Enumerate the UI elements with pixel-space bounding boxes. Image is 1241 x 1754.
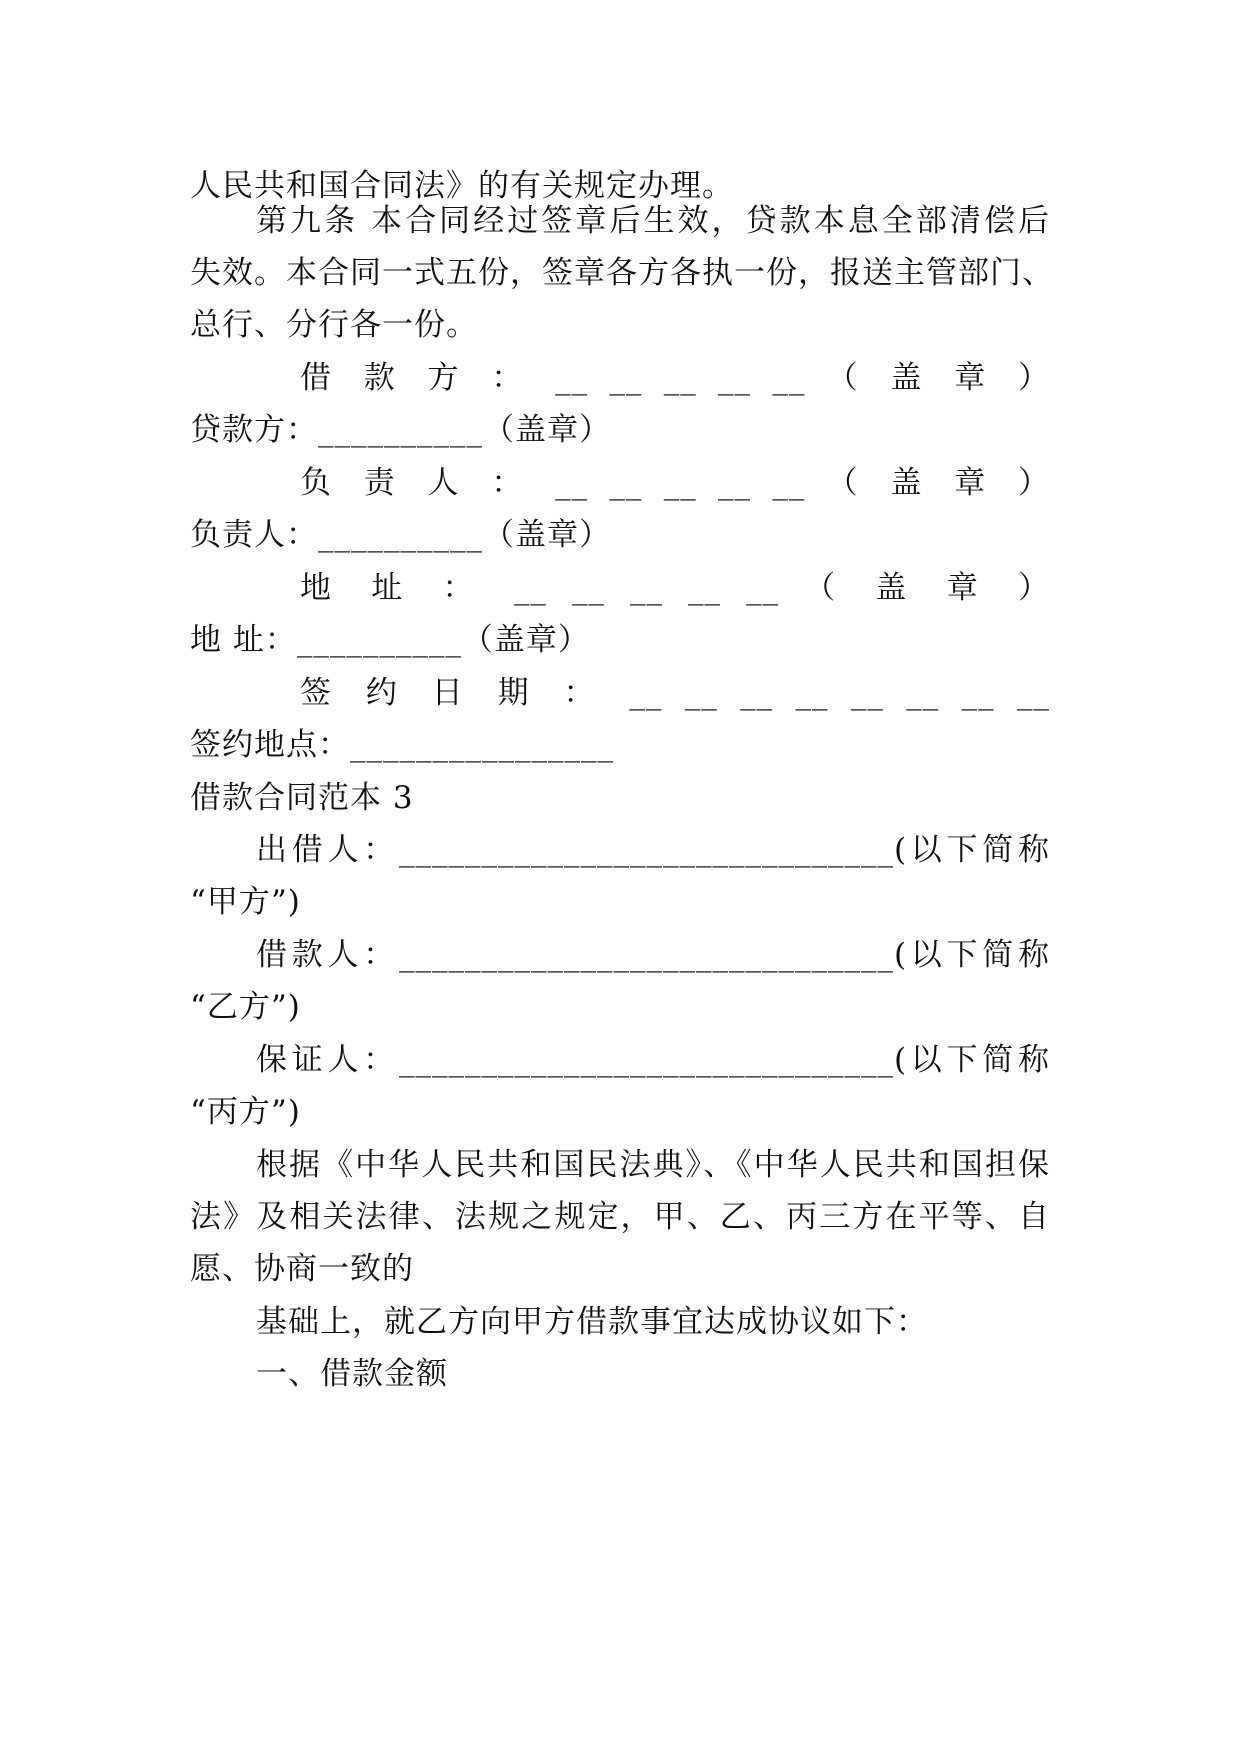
party-a-label: “甲方”) [190, 884, 301, 920]
paragraph-line: 愿、协商一致的 [190, 1251, 414, 1287]
responsible-person-line: 负 责 人 ： __ __ __ __ __ （ 盖 章 ） [300, 465, 1050, 501]
address-line: 地 址 ： __ __ __ __ __ （ 盖 章 ） [300, 570, 1050, 606]
party-c-label: “丙方”) [190, 1094, 301, 1130]
paragraph-line: 总行、分行各一份。 [190, 307, 478, 343]
paragraph-line: 法》及相关法律、法规之规定，甲、乙、丙三方在平等、自 [190, 1199, 1050, 1235]
address-line-2: 地 址：__________（盖章） [190, 622, 590, 658]
responsible-person-line-2: 负责人：__________（盖章） [190, 517, 611, 553]
paragraph-line: 人民共和国合同法》的有关规定办理。 [190, 168, 734, 204]
lender-party-line: 出借人：______________________________(以下简称 [256, 832, 1050, 868]
guarantor-party-line: 保证人：______________________________(以下简称 [256, 1042, 1050, 1078]
borrower-signature-line: 借 款 方 ： __ __ __ __ __ （ 盖 章 ） [300, 360, 1050, 396]
article-nine-line: 第九条 本合同经过签章后生效，贷款本息全部清偿后 [256, 203, 1050, 239]
paragraph-line: 失效。本合同一式五份，签章各方各执一份，报送主管部门、 [190, 255, 1054, 291]
party-b-label: “乙方”) [190, 989, 301, 1025]
paragraph-line: 根据《中华人民共和国民法典》、《中华人民共和国担保 [256, 1147, 1050, 1183]
lender-signature-line: 贷款方：__________（盖章） [190, 412, 611, 448]
clause-heading: 一、借款金额 [256, 1356, 448, 1392]
paragraph-line: 基础上，就乙方向甲方借款事宜达成协议如下： [256, 1304, 928, 1340]
section-heading: 借款合同范本 3 [190, 780, 414, 816]
borrower-party-line: 借款人：______________________________(以下简称 [256, 937, 1050, 973]
signing-place-line: 签约地点：________________ [190, 727, 614, 763]
signing-date-line: 签 约 日 期 ： __ __ __ __ __ __ __ __ [300, 675, 1050, 711]
